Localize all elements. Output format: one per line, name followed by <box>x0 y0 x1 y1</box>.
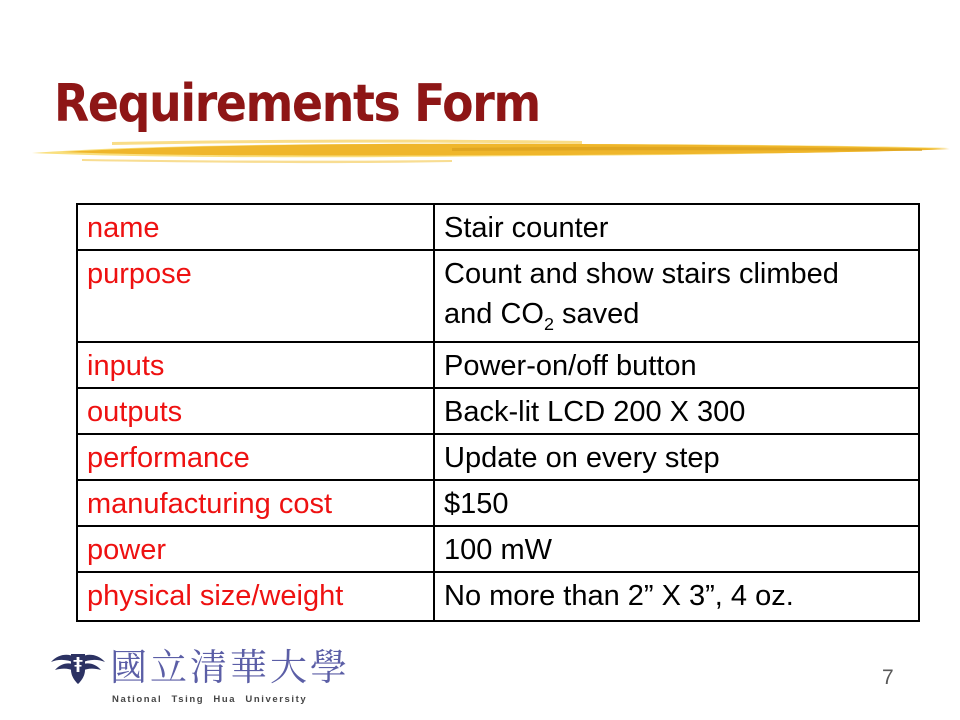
row-label: manufacturing cost <box>77 480 434 526</box>
requirements-table <box>76 203 920 622</box>
purpose-line1: Count and show stairs climbed <box>444 258 839 290</box>
page-number: 7 <box>882 666 894 689</box>
row-label: name <box>77 204 434 250</box>
row-label: outputs <box>77 388 434 434</box>
university-name-english: National Tsing Hua University <box>112 694 308 705</box>
row-label: inputs <box>77 342 434 388</box>
nthu-emblem-icon <box>50 650 106 690</box>
table-row-manufacturing-cost <box>77 480 919 526</box>
row-value: Power-on/off button <box>434 342 919 388</box>
row-label: power <box>77 526 434 572</box>
row-label: performance <box>77 434 434 480</box>
slide-title: Requirements Form <box>54 74 540 134</box>
table-row-physical-size-weight <box>77 572 919 621</box>
row-label: purpose <box>77 250 434 342</box>
table-row-name <box>77 204 919 250</box>
row-value: 100 mW <box>434 526 919 572</box>
table-row-purpose <box>77 250 919 342</box>
purpose-line2-pre: and CO <box>444 298 544 330</box>
row-value: Stair counter <box>434 204 919 250</box>
university-name-chinese: 國立清華大學 <box>110 646 350 689</box>
row-label: physical size/weight <box>77 572 434 621</box>
row-value: No more than 2” X 3”, 4 oz. <box>434 572 919 621</box>
row-value: Back-lit LCD 200 X 300 <box>434 388 919 434</box>
table-row-power <box>77 526 919 572</box>
co2-subscript: 2 <box>543 313 554 334</box>
brush-stroke-underline <box>22 133 952 169</box>
table-row-performance <box>77 434 919 480</box>
purpose-line2-post: saved <box>553 298 640 330</box>
university-logo <box>48 644 348 714</box>
row-value: Update on every step <box>434 434 919 480</box>
table-row-inputs <box>77 342 919 388</box>
row-value: $150 <box>434 480 919 526</box>
row-value <box>434 250 919 342</box>
table-row-outputs <box>77 388 919 434</box>
